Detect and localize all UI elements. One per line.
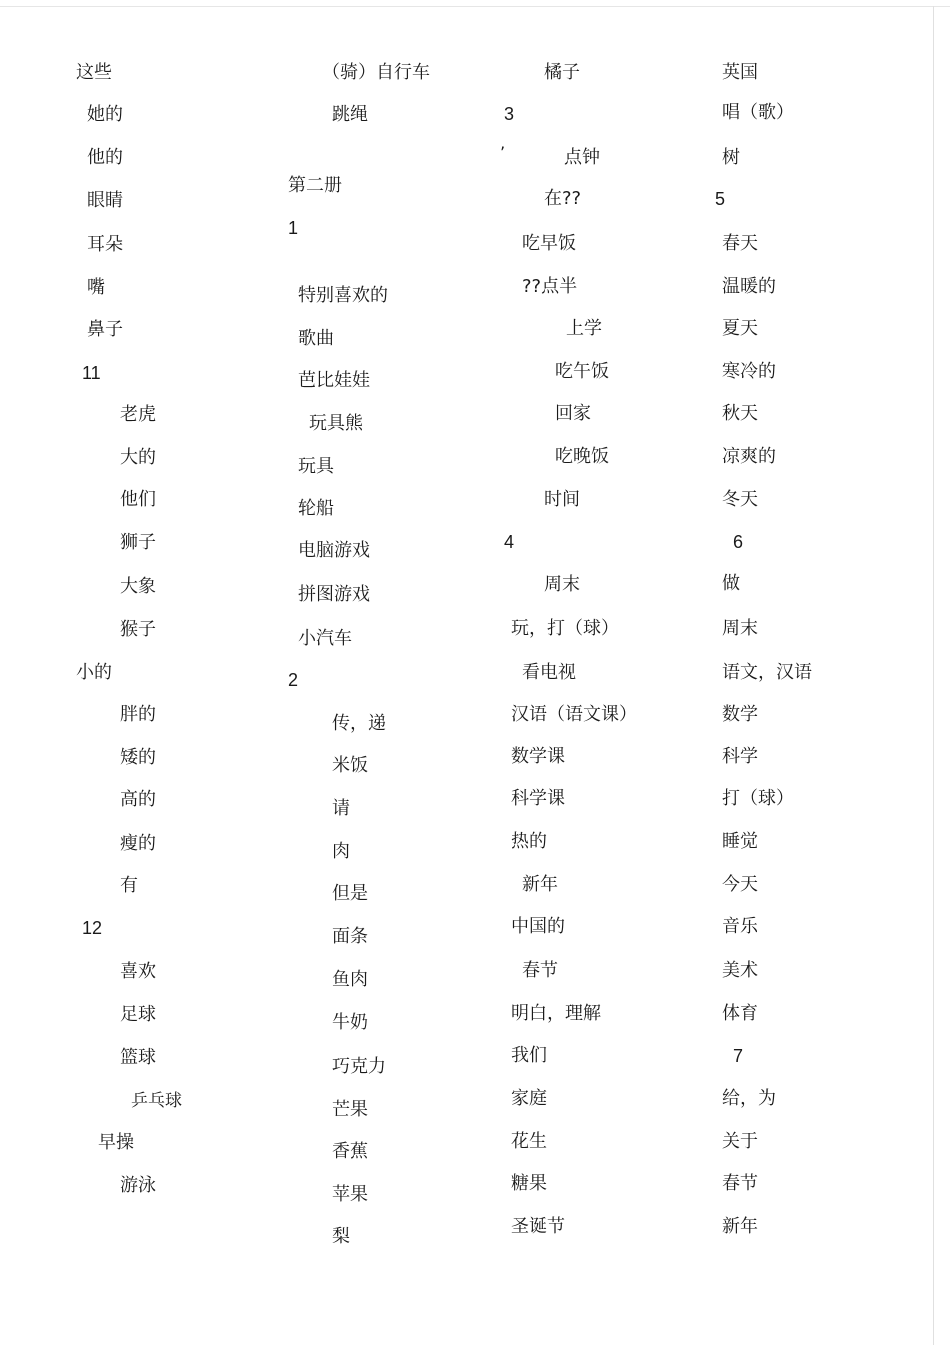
word: 早操 — [98, 1132, 134, 1153]
page-right-border — [933, 6, 934, 1345]
word: 语文，汉语 — [722, 662, 812, 683]
word: 胖的 — [120, 704, 156, 725]
word: 热的 — [511, 831, 547, 852]
word: 橘子 — [544, 62, 580, 83]
unit-number: 6 — [733, 532, 744, 552]
word: 肉 — [332, 841, 350, 862]
word: 做 — [722, 573, 740, 594]
word: 科学课 — [511, 788, 565, 809]
word: 梨 — [332, 1226, 350, 1247]
unit-number: 5 — [715, 189, 726, 209]
word: 拼图游戏 — [298, 584, 370, 605]
unit-number: 4 — [504, 532, 515, 552]
word: 芒果 — [332, 1099, 368, 1120]
word: 但是 — [332, 883, 368, 904]
word: 请 — [332, 798, 350, 819]
word: 数学课 — [511, 746, 565, 767]
word: 香蕉 — [332, 1141, 368, 1162]
unit-number: 3 — [504, 104, 515, 124]
word: 寒冷的 — [722, 361, 776, 382]
word: 矮的 — [120, 747, 156, 768]
word: 唱（歌） — [722, 102, 794, 123]
unit-number: 7 — [733, 1046, 744, 1066]
word: 打（球） — [722, 788, 794, 809]
word: 老虎 — [120, 404, 156, 425]
word: 汉语（语文课） — [511, 704, 637, 725]
word: （骑）自行车 — [322, 62, 430, 83]
word: 鼻子 — [87, 319, 123, 340]
word: 瘦的 — [120, 833, 156, 854]
unit-number: 12 — [82, 918, 103, 938]
word: 春节 — [522, 960, 558, 981]
word: 耳朵 — [87, 234, 123, 255]
word: 吃晚饭 — [555, 446, 609, 467]
word: 上学 — [566, 318, 602, 339]
word: 明白，理解 — [511, 1003, 601, 1024]
word: 鱼肉 — [332, 969, 368, 990]
word: 眼睛 — [87, 190, 123, 211]
unit-number: 11 — [82, 363, 101, 383]
word: 玩，打（球） — [511, 618, 619, 639]
word: 看电视 — [522, 662, 576, 683]
word: 足球 — [120, 1004, 156, 1025]
word: 狮子 — [120, 532, 156, 553]
page-top-border — [0, 6, 950, 7]
word: 米饭 — [332, 755, 368, 776]
word: 喜欢 — [120, 961, 156, 982]
word: 歌曲 — [298, 328, 334, 349]
word: 篮球 — [120, 1047, 156, 1068]
word: 有 — [120, 875, 138, 896]
stray-mark: ’ — [500, 143, 506, 162]
word: 秋天 — [722, 403, 758, 424]
unit-number: 1 — [288, 218, 299, 238]
word: 我们 — [511, 1045, 547, 1066]
word: 这些 — [76, 62, 112, 83]
word: 夏天 — [722, 318, 758, 339]
word: 吃早饭 — [522, 233, 576, 254]
word: 轮船 — [298, 498, 334, 519]
word: 今天 — [722, 874, 758, 895]
word: 高的 — [120, 789, 156, 810]
word: 花生 — [511, 1131, 547, 1152]
word: 时间 — [544, 489, 580, 510]
word: 关于 — [722, 1131, 758, 1152]
word: 苹果 — [332, 1184, 368, 1205]
word: 音乐 — [722, 916, 758, 937]
word: 春天 — [722, 233, 758, 254]
word: 点钟 — [564, 147, 600, 168]
word: 英国 — [722, 62, 758, 83]
word: 跳绳 — [332, 104, 368, 125]
word: 树 — [722, 147, 740, 168]
word: 周末 — [722, 618, 758, 639]
word: ??点半 — [522, 276, 578, 297]
word: 中国的 — [511, 916, 565, 937]
word: 乒乓球 — [131, 1091, 182, 1111]
word: 回家 — [555, 403, 591, 424]
word: 周末 — [544, 574, 580, 595]
word: 圣诞节 — [511, 1216, 565, 1237]
word: 小的 — [76, 662, 112, 683]
word: 游泳 — [120, 1175, 156, 1196]
word: 大象 — [120, 576, 156, 597]
word: 在?? — [544, 188, 582, 209]
word: 她的 — [87, 104, 123, 125]
word: 特别喜欢的 — [298, 285, 388, 306]
word: 玩具 — [298, 456, 334, 477]
word: 牛奶 — [332, 1012, 368, 1033]
word: 芭比娃娃 — [298, 370, 370, 391]
word: 大的 — [120, 447, 156, 468]
word: 新年 — [722, 1216, 758, 1237]
word: 温暖的 — [722, 276, 776, 297]
word: 巧克力 — [332, 1056, 386, 1077]
word: 猴子 — [120, 619, 156, 640]
word: 体育 — [722, 1003, 758, 1024]
word: 睡觉 — [722, 831, 758, 852]
word: 传，递 — [332, 713, 386, 734]
word: 冬天 — [722, 489, 758, 510]
word: 糖果 — [511, 1173, 547, 1194]
word: 科学 — [722, 746, 758, 767]
word: 面条 — [332, 926, 368, 947]
word: 新年 — [522, 874, 558, 895]
word: 电脑游戏 — [298, 540, 370, 561]
word: 嘴 — [87, 277, 105, 298]
word: 吃午饭 — [555, 361, 609, 382]
word: 美术 — [722, 960, 758, 981]
word: 数学 — [722, 704, 758, 725]
word: 凉爽的 — [722, 446, 776, 467]
word: 他的 — [87, 147, 123, 168]
word: 给，为 — [722, 1088, 776, 1109]
word: 玩具熊 — [309, 413, 363, 434]
book-heading: 第二册 — [288, 175, 342, 196]
word: 他们 — [120, 489, 156, 510]
unit-number: 2 — [288, 670, 299, 690]
word: 春节 — [722, 1173, 758, 1194]
word: 家庭 — [511, 1088, 547, 1109]
word: 小汽车 — [298, 628, 352, 649]
